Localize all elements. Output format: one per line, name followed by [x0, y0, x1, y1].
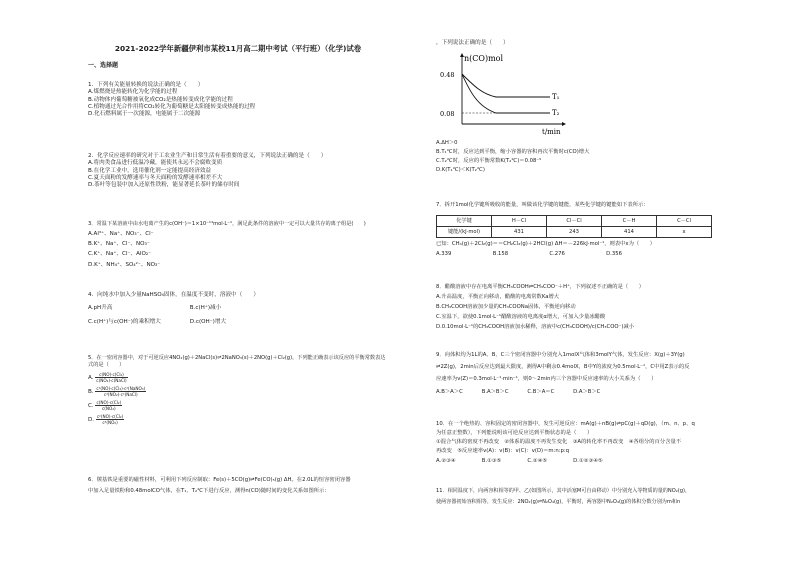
fraction: $\frac{\text{c(NO)·c(Cl₂)}}{\text{c(NO₂)·c(NaCl)}}$	[96, 371, 127, 383]
option: C.植物通过光合作用将CO₂转化为葡萄糖是太阳能转变成热能的过程	[88, 103, 256, 110]
option: D.①②③④⑤	[573, 457, 603, 464]
option: B.CH₃COOH溶液加少量的CH₃COONa固体，平衡逆向移动	[436, 303, 576, 310]
option: A.②③④	[436, 457, 456, 464]
question-9	[436, 352, 690, 396]
option: A.Al³⁺、Na⁺、NO₃⁻、Cl⁻	[88, 230, 154, 237]
y-axis-label: n(CO)mol	[464, 54, 504, 63]
option: C.c(H⁺)与c(OH⁻)的乘积增大	[88, 318, 161, 325]
option: D.K⁺、NH₄⁺、SO₄²⁻、NO₃⁻	[88, 261, 161, 268]
option: D.K(T₁℃)＜K(T₂℃)	[436, 166, 485, 173]
option: B.在化学工业中，选用催化剂一定能提高经济效益	[88, 167, 212, 174]
table-header-cell: H－Cl	[492, 215, 547, 226]
question-stem: 再改变 ⑤反应速率v(A)：v(B)：v(C)：v(D)＝m:n:p:q	[436, 447, 570, 454]
t2-label: T₂	[552, 109, 560, 117]
table-cell: 243	[547, 226, 602, 237]
option: B.T₁℃时，反应达到平衡，缩小容器的容积再次平衡时c(CO)增大	[436, 148, 590, 155]
table-header-cell: C－Cl	[657, 215, 712, 226]
option: A.升高温度，平衡正向移动，醋酸的电离常数Ka增大	[436, 293, 560, 300]
table-cell: x	[657, 226, 712, 237]
fraction: $\frac{\text{c²(NO)·c(Cl₂)}}{\text{c⁴(NO₂)}}$	[96, 413, 124, 425]
table-cell: 431	[492, 226, 547, 237]
question-stem: 7．拆开1mol化学键所吸收的能量，叫做该化学键的键能，某些化学键的键能如下表所示：	[436, 202, 649, 208]
question-6-continued	[436, 40, 509, 47]
table-header-cell: C－H	[602, 215, 657, 226]
table-cell: 键能/(kJ·mol)	[437, 226, 492, 237]
curve-t2	[462, 74, 550, 113]
option: A.煤燃烧是热能转化为化学能的过程	[88, 89, 178, 96]
option-c: C. $\frac{\text{c(NO)·c(Cl₂)}}{\text{c(NO₂)}}$	[88, 399, 122, 411]
y-tick-048: 0.48	[440, 71, 455, 79]
option: B.K⁺、Na⁺、Cl⁻、NO₃⁻	[88, 241, 150, 248]
question-11	[436, 488, 690, 505]
x-axis-arrow	[562, 122, 566, 126]
option: A.将肉类食品进行低温冷藏，能使其永远不会腐败变质	[88, 160, 223, 167]
question-stem: 8．醋酸溶液中存在电离平衡CH₃COOH⇌CH₃COO⁻＋H⁺，下列叙述不正确的是（ ）	[436, 284, 645, 290]
y-tick-008: 0.08	[440, 110, 455, 118]
question-stem: 应速率为v(Z)＝0.3mol·L⁻¹·min⁻¹，则0～2min内三个容器中反应速率的大小关系为（ ）	[436, 375, 657, 382]
question-stem: 5．在一密闭容器中，对于可逆反应4NO₂(g)＋2NaCl(s)⇌2NaNO₃(s)＋2NO(g)＋Cl₂(g)，下列能正确表示该反应的平衡常数表达式的是（ ）	[88, 355, 386, 368]
question-stem: ①混合气体的密度不再改变 ②体系的温度不再发生变化 ③A的转化率不再改变 ④各组分的百分含量不	[436, 438, 682, 445]
option: D.c(OH⁻)增大	[189, 318, 227, 325]
question-stem: 为任意正整数），下列能说明该可逆反应达到平衡状态的是（ ）	[436, 429, 593, 436]
table-header-cell: Cl－Cl	[547, 215, 602, 226]
question-5	[88, 355, 388, 425]
question-3	[88, 221, 366, 269]
question-stem: 4．向纯水中加入少量NaHSO₄固体，在温度不变时，溶液中（ ）	[88, 292, 260, 298]
question-stem: 中加入足量铁粉和0.48molCO气体，在T₁、T₂℃下进行反应，测得n(CO)随时间的变化关系如图所示：	[88, 487, 330, 494]
question-stem: 9．向体积均为1L的A、B、C三个密闭容器中分别充入1molX气体和3molY气体，发生反应：X(g)＋3Y(g)	[436, 352, 685, 358]
table-cell: 414	[602, 226, 657, 237]
option: A.pH升高	[88, 305, 113, 312]
option: B.动物体内葡萄糖被氧化成CO₂是热能转变成化学能的过程	[88, 96, 233, 103]
option: C.K⁺、Na⁺、Cl⁻、AlO₂⁻	[88, 251, 152, 258]
question-stem: 10．在一个绝热的、容积固定的密闭容器中，发生可逆反应：mA(g)＋nB(g)⇌pC(g)＋qD(g)，（m、n、p、q	[436, 421, 695, 427]
question-stem: 使两容器初始容积相等，发生反应：2NO₂(g)⇌N₂O₄(g)，平衡时，两容器中N₂O₄(g)的体积分数分别为m和n	[436, 498, 681, 505]
question-2	[88, 153, 327, 189]
option: A.ΔH＞0	[436, 140, 458, 146]
option: D.356	[606, 250, 622, 257]
question-7	[436, 202, 712, 258]
option: B.A＞B＞C	[481, 388, 509, 395]
curve-t1	[462, 74, 550, 97]
option: C.B＞A＝C	[527, 388, 555, 395]
option: C.室温下，欲使0.1mol·L⁻¹醋酸溶液的电离度α增大，可加入少量冰醋酸	[436, 313, 606, 320]
option: C.T₂℃时，反应的平衡常数K(T₂℃)＝0.08⁻⁵	[436, 157, 542, 164]
question-stem: 2．化学反应速率的研究对于工农业生产和日常生活有着重要的意义，下列说法正确的是（ ）	[88, 153, 327, 159]
x-axis-label: t/min	[542, 128, 561, 136]
question-stem: ⇌2Z(g)，2min后反应达到最大限度，测得A中剩余0.4molX，B中Y的浓度为0.5mol·L⁻¹，C中用Z表示的反	[436, 363, 690, 370]
question-4	[88, 292, 290, 326]
option: C.②④⑤	[527, 457, 548, 464]
question-stem: 6．羰基铁是重要的磁性材料，可利用下列反应制取：Fe(s)＋5CO(g)⇌Fe(CO)₅(g) ΔH。在2.0L的恒容密闭容器	[88, 477, 351, 483]
section-heading: 一、选择题	[88, 62, 119, 69]
question-6	[88, 477, 351, 495]
question-stem: ，下列说法正确的是（ ）	[436, 40, 509, 46]
option: D.0.10mol·L⁻¹的CH₃COOH溶液加水稀释，溶液中c(CH₃COOH)/c(CH₃COO⁻)减小	[436, 323, 635, 330]
question-stem: 3．常温下某溶液中由水电离产生的c(OH⁻)＝1×10⁻¹⁴mol·L⁻¹，满足此条件的溶液中一定可以大量共存的离子组是( )	[88, 221, 366, 227]
table-row	[437, 226, 712, 237]
fraction: $\frac{\text{c(NO)·c(Cl₂)}}{\text{c(NO₂)}}$	[96, 399, 122, 411]
table-header-row	[437, 215, 712, 226]
exam-title: 2021-2022学年新疆伊利市某校11月高二期中考试（平行班）（化学)试卷	[114, 44, 362, 53]
co-time-graph	[438, 52, 568, 136]
option: D.化石燃料属于一次能源，电能属于二次能源	[88, 111, 201, 118]
t1-label: T₁	[552, 93, 560, 101]
bond-energy-table	[436, 215, 712, 238]
option: B.①③⑤	[481, 457, 502, 464]
option: C.夏天面粉的发酵速率与冬天面粉的发酵速率相差不大	[88, 174, 223, 181]
option: A.B＞A＞C	[436, 388, 463, 395]
option: D.A＞B＞C	[573, 388, 601, 395]
option: D.茶叶等包装中加入还原性铁粉，能显著延长茶叶的储存时间	[88, 182, 240, 189]
question-10	[436, 421, 695, 464]
question-6-options	[436, 140, 589, 174]
option-a: A. $\frac{\text{c(NO)·c(Cl₂)}}{\text{c(NO₂)·c(NaCl)}}$	[88, 371, 127, 383]
question-8	[436, 284, 644, 330]
table-header-cell: 化学键	[437, 215, 492, 226]
question-stem: 11．相同温度下，向两容积相等的甲、乙(如图所示，其中活塞M可自由移动）中分别充入等物质的量的NO₂(g)，	[436, 488, 691, 494]
option: B.158	[492, 250, 509, 257]
question-stem: 1．下列有关能量转换的说法正确的是（ ）	[88, 82, 204, 88]
question-1	[88, 82, 255, 118]
option-b: B. $\frac{\text{c²(NO)·c(Cl₂)·c²(NaNO₃)}}{\text{c⁴(NO₂)·c²(NaCl)}}$	[88, 385, 146, 397]
question-known: 已知：CH₄(g)＋2Cl₂(g)＝＝CH₂Cl₂(g)＋2HCl(g) ΔH＝－226kJ·mol⁻¹，则表中x为（ ）	[436, 240, 656, 247]
option: C.276	[549, 250, 565, 257]
option-d: D. $\frac{\text{c²(NO)·c(Cl₂)}}{\text{c⁴(NO₂)}}$	[88, 413, 124, 425]
option: B.c(H⁺)减小	[189, 305, 222, 312]
fraction: $\frac{\text{c²(NO)·c(Cl₂)·c²(NaNO₃)}}{\text{c⁴(NO₂)·c²(NaCl)}}$	[96, 385, 146, 397]
option: A.339	[436, 250, 452, 257]
